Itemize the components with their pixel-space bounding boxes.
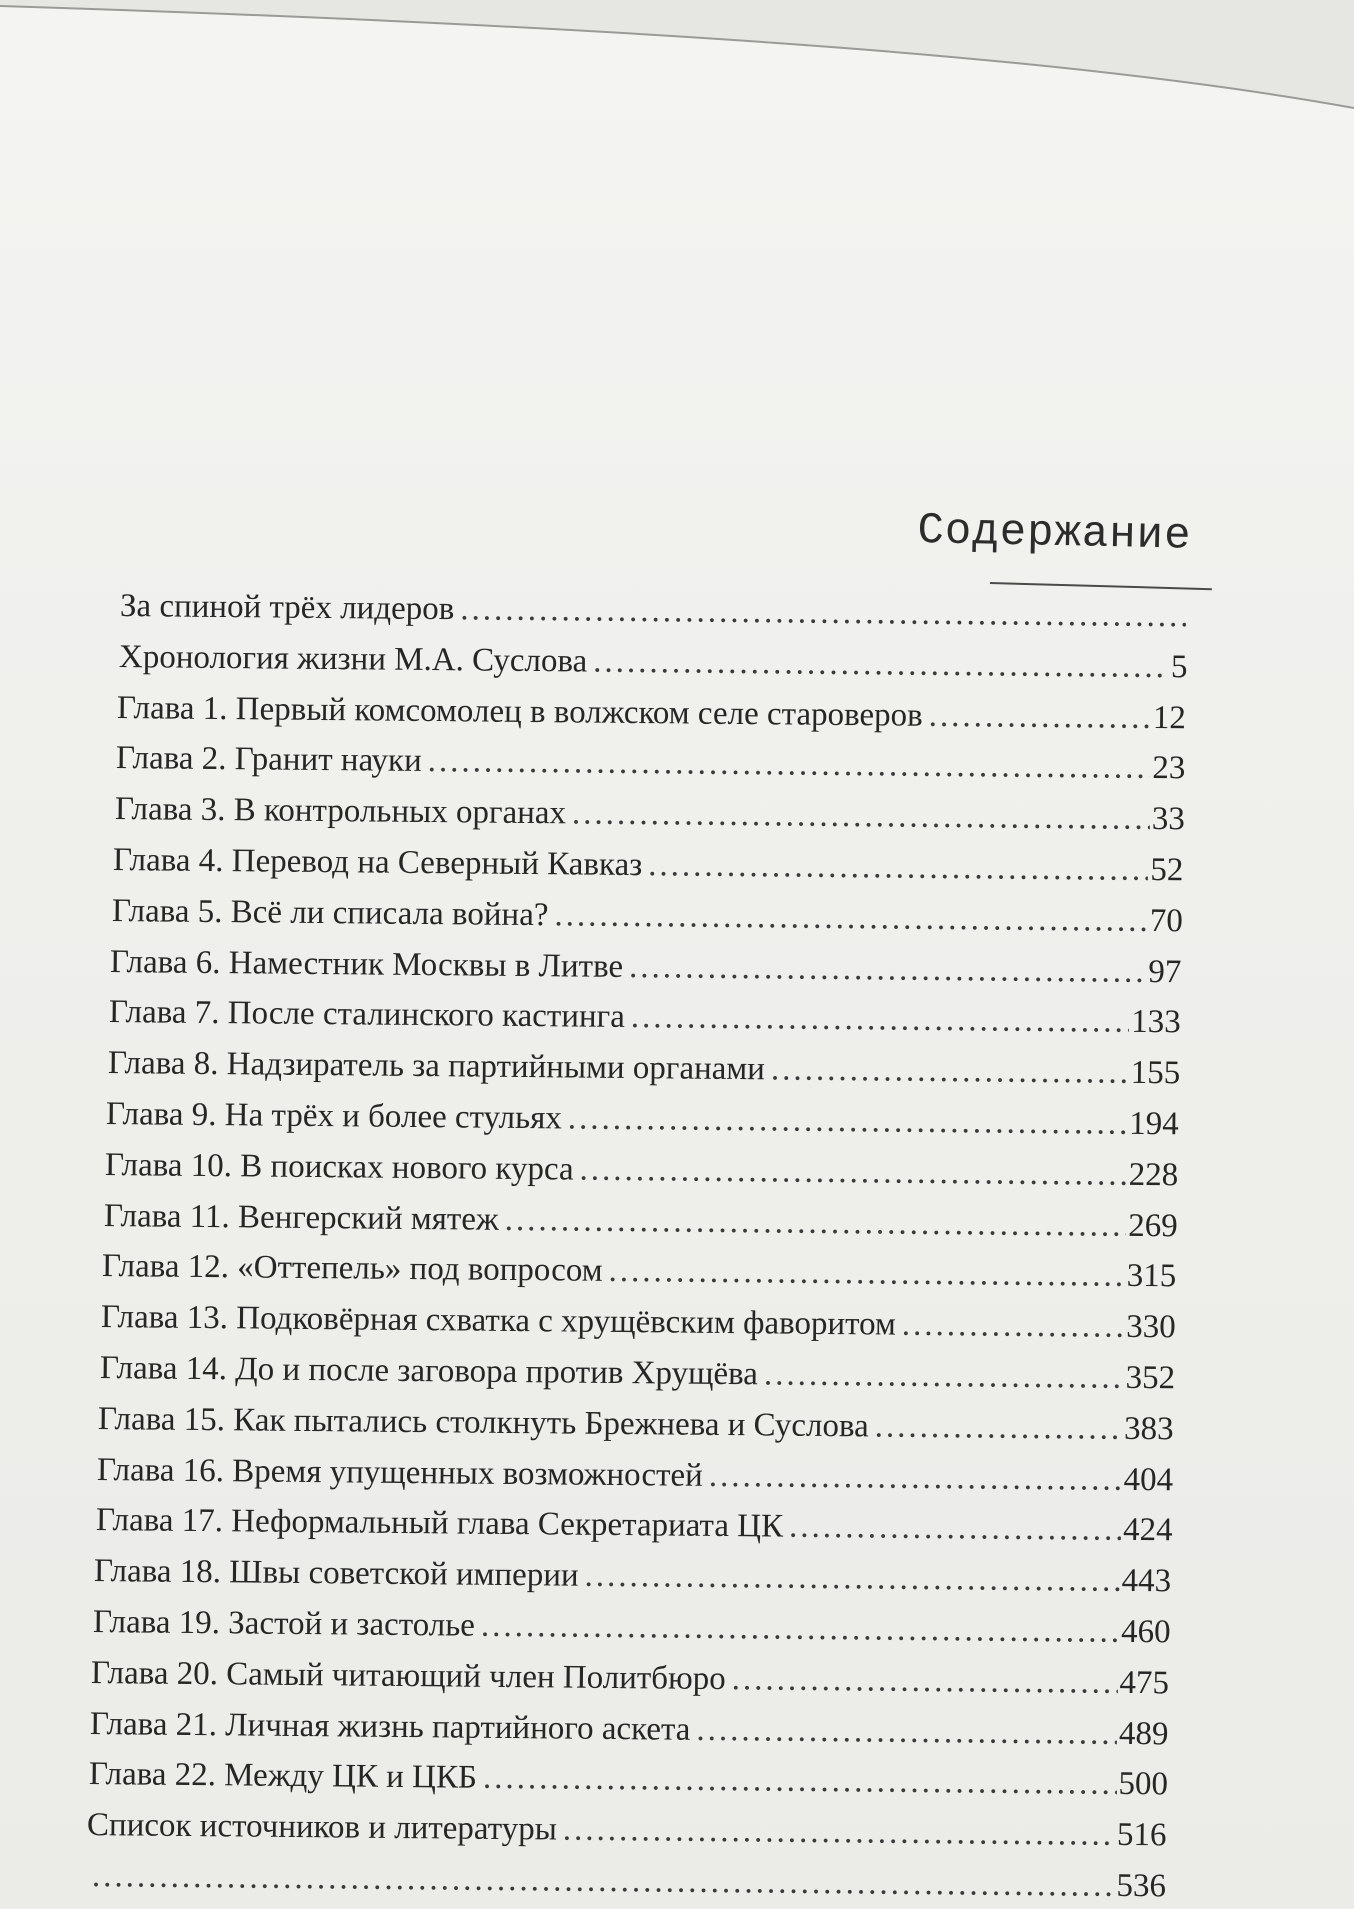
toc-entry-title: Глава 8. Надзиратель за партийными органами — [108, 1040, 771, 1092]
toc-leader-dots — [504, 1196, 1126, 1248]
toc-entry-title: Глава 21. Личная жизнь партийного аскета — [90, 1701, 697, 1753]
toc-entry-page: 12 — [1151, 695, 1186, 741]
toc-entry-title: Глава 4. Перевод на Северный Кавказ — [113, 837, 649, 888]
toc-entry — [116, 735, 1186, 791]
toc-entry-title: Глава 7. После сталинского кастинга — [109, 989, 631, 1040]
toc-entry-page: 23 — [1150, 745, 1185, 791]
toc-leader-dots — [609, 1248, 1126, 1299]
toc-entry-title: Глава 13. Подковёрная схватка с хрущёвским фаворитом — [101, 1294, 902, 1348]
toc-entry-title: Глава 1. Первый комсомолец в волжском селе староверов — [117, 685, 929, 739]
toc-entry-page: 536 — [1114, 1863, 1166, 1909]
toc-entry-page: 133 — [1129, 999, 1181, 1045]
toc-entry-page: 97 — [1147, 949, 1182, 995]
toc-leader-dots — [563, 1807, 1116, 1858]
toc-entry-title: Глава 11. Венгерский мятеж — [103, 1193, 504, 1243]
toc-entry-title: Глава 12. «Оттепель» под вопросом — [102, 1243, 609, 1294]
toc-leader-dots — [460, 586, 1186, 639]
toc-leader-dots — [648, 842, 1149, 893]
toc-entry-title: Глава 22. Между ЦК и ЦКБ — [88, 1751, 482, 1801]
toc-leader-dots — [763, 1351, 1123, 1400]
toc-entry — [120, 583, 1188, 639]
toc-entry-page: 194 — [1127, 1101, 1179, 1147]
toc-entry — [86, 1853, 1166, 1909]
toc-entry-page: 70 — [1147, 898, 1182, 944]
toc-entry-title: Глава 5. Всё ли списала война? — [112, 888, 555, 938]
toc-entry — [105, 1142, 1179, 1198]
toc-leader-dots — [902, 1302, 1125, 1350]
toc-entry — [113, 837, 1184, 893]
toc-entry — [97, 1447, 1174, 1503]
toc-entry — [112, 888, 1183, 944]
toc-leader-dots — [554, 892, 1148, 944]
toc-entry-page: 315 — [1125, 1253, 1177, 1299]
toc-entry — [90, 1701, 1169, 1757]
toc-entry — [118, 634, 1187, 690]
toc-entry-page: 489 — [1117, 1710, 1169, 1756]
toc-entry — [117, 685, 1186, 741]
toc-leader-dots — [482, 1755, 1116, 1807]
toc-entry-page: 424 — [1120, 1507, 1172, 1553]
toc-entry — [98, 1396, 1174, 1452]
toc-entry-page: 500 — [1116, 1761, 1168, 1807]
toc-entry-page: 460 — [1119, 1609, 1171, 1655]
toc-entry-title: Глава 6. Наместник Москвы в Литве — [110, 939, 630, 990]
toc-entry — [103, 1193, 1177, 1249]
toc-entry-page: 269 — [1126, 1202, 1178, 1248]
toc-entry-title: Хронология жизни М.А. Суслова — [118, 634, 593, 685]
toc-entry-page: 52 — [1148, 847, 1183, 893]
toc-entry-title: Глава 2. Гранит науки — [116, 735, 428, 784]
toc-leader-dots — [92, 1853, 1115, 1909]
toc-entry — [91, 1650, 1169, 1706]
toc-entry — [109, 989, 1181, 1045]
toc-entry — [88, 1751, 1167, 1807]
toc-leader-dots — [631, 994, 1130, 1045]
toc-entry-title: За спиной трёх лидеров — [120, 583, 461, 632]
toc-leader-dots — [696, 1706, 1117, 1756]
toc-entry — [106, 1091, 1179, 1147]
toc-entry-title: Список источников и литературы — [87, 1802, 563, 1853]
toc-leader-dots — [480, 1603, 1119, 1655]
toc-leader-dots — [629, 944, 1147, 995]
toc-entry-page: 352 — [1123, 1355, 1175, 1401]
toc-entry-page: 330 — [1124, 1304, 1176, 1350]
toc-entry — [93, 1599, 1171, 1655]
toc-entry-title: Глава 14. До и после заговора против Хрущёва — [99, 1345, 763, 1397]
toc-leader-dots — [732, 1656, 1118, 1706]
toc-entry-page: 475 — [1118, 1660, 1170, 1706]
toc-leader-dots — [929, 692, 1152, 740]
toc-entry-page: 5 — [1168, 644, 1187, 690]
toc-entry — [110, 939, 1182, 995]
toc-entry — [108, 1040, 1181, 1096]
toc-entry-page: 228 — [1127, 1152, 1179, 1198]
toc-leader-dots — [708, 1452, 1121, 1502]
toc-entry — [114, 786, 1184, 842]
toc-entry-page: 383 — [1122, 1406, 1174, 1452]
toc-entry-page: 516 — [1115, 1812, 1167, 1858]
toc-leader-dots — [875, 1403, 1123, 1451]
toc-entry-title: Глава 18. Швы советской империи — [94, 1548, 585, 1599]
toc-leader-dots — [579, 1146, 1127, 1197]
toc-entry — [87, 1802, 1167, 1858]
toc-entry-title: Глава 19. Застой и застолье — [93, 1599, 481, 1649]
toc-entry-page: 404 — [1121, 1456, 1173, 1502]
toc-entry-page: 443 — [1119, 1558, 1171, 1604]
toc-entry — [102, 1243, 1177, 1299]
toc-leader-dots — [571, 791, 1149, 843]
toc-entry-title: Глава 17. Неформальный глава Секретариата ЦК — [95, 1497, 789, 1550]
toc-entry-title: Глава 15. Как пытались столкнуть Брежнева и Суслова — [98, 1396, 875, 1449]
toc-entry-title: Глава 3. В контрольных органах — [114, 786, 571, 836]
toc-leader-dots — [770, 1047, 1128, 1096]
toc-entry-page: 155 — [1128, 1050, 1180, 1096]
toc-entry-title: Глава 10. В поисках нового курса — [105, 1142, 580, 1193]
toc-leader-dots — [585, 1553, 1120, 1604]
toc-entry-title: Глава 20. Самый читающий член Политбюро — [91, 1650, 732, 1702]
toc-leader-dots — [427, 738, 1150, 791]
toc-entry — [95, 1497, 1172, 1553]
toc-entry-page: 33 — [1149, 796, 1184, 842]
contents-heading: Содержание — [917, 506, 1192, 562]
toc-entry — [99, 1345, 1175, 1401]
toc-entry-title: Глава 16. Время упущенных возможностей — [97, 1447, 709, 1499]
toc-leader-dots — [568, 1095, 1128, 1146]
toc-leader-dots — [593, 638, 1169, 690]
toc-leader-dots — [788, 1504, 1120, 1553]
toc-entry — [101, 1294, 1176, 1350]
toc-entry-title: Глава 9. На трёх и более стульях — [106, 1091, 568, 1141]
toc-entry — [94, 1548, 1172, 1604]
